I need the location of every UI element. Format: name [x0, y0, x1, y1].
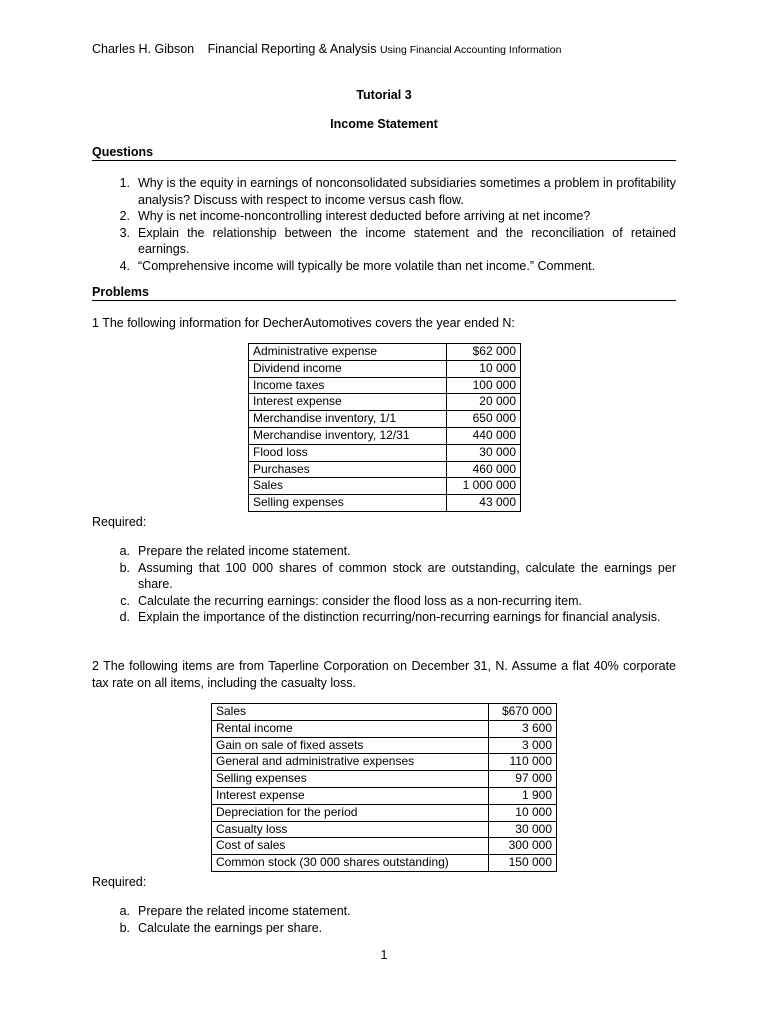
required-text: Prepare the related income statement.: [138, 544, 351, 558]
table-value: 1 000 000: [446, 478, 520, 495]
page-number: 1: [380, 948, 388, 962]
required-letter: b.: [119, 920, 130, 935]
table-label: Merchandise inventory, 1/1: [249, 411, 447, 428]
problems-heading: Problems: [92, 285, 676, 301]
table-label: Sales: [249, 478, 447, 495]
table-row: [212, 720, 557, 737]
table-value: 110 000: [489, 754, 557, 771]
required-text: Prepare the related income statement.: [138, 904, 351, 918]
table-row: [249, 495, 521, 512]
table-row: [249, 377, 521, 394]
table-label: Income taxes: [249, 377, 447, 394]
required-letter: d.: [119, 610, 130, 624]
required-text: Calculate the earnings per share.: [138, 920, 323, 935]
question-text: Why is net income-noncontrolling interest deducted before arriving at net income?: [138, 209, 591, 223]
required-item: [92, 543, 676, 560]
required-letter: c.: [120, 593, 130, 608]
problem1-table: [248, 343, 521, 512]
table-label: Purchases: [249, 461, 447, 478]
table-row: [212, 787, 557, 804]
header-book-title: Financial Reporting & Analysis: [207, 42, 377, 56]
table-value: 10 000: [489, 804, 557, 821]
table-label: Common stock (30 000 shares outstanding): [212, 855, 489, 872]
header-book-subtitle: Using Financial Accounting Information: [379, 44, 562, 56]
chapter-title: Income Statement: [330, 117, 438, 131]
table-row: [249, 394, 521, 411]
table-row: [249, 411, 521, 428]
table-label: Merchandise inventory, 12/31: [249, 427, 447, 444]
table-value: 3 000: [489, 737, 557, 754]
question-item: [92, 225, 676, 258]
questions-heading: Questions: [92, 145, 676, 161]
running-header: [92, 42, 561, 56]
table-value: $62 000: [446, 344, 520, 361]
question-item: [92, 208, 676, 225]
problem1-required-label: Required:: [92, 515, 147, 529]
table-value: 20 000: [446, 394, 520, 411]
required-text: Assuming that 100 000 shares of common stock are outstanding, calculate the earnings per share.: [138, 560, 676, 591]
table-value: $670 000: [489, 704, 557, 721]
table-label: Administrative expense: [249, 344, 447, 361]
table-row: [249, 427, 521, 444]
problem2-intro: 2 The following items are from Taperline Corporation on December 31, N. Assume a flat 40% corporate tax rate on all items, including the casualty loss.: [92, 659, 676, 690]
question-text: “Comprehensive income will typically be more volatile than net income.” Comment.: [138, 258, 596, 273]
header-author: Charles H. Gibson: [92, 42, 195, 56]
table-label: Casualty loss: [212, 821, 489, 838]
required-letter: a.: [119, 544, 130, 558]
table-label: Interest expense: [249, 394, 447, 411]
table-value: 150 000: [489, 855, 557, 872]
table-value: 30 000: [489, 821, 557, 838]
required-letter: a.: [119, 904, 130, 918]
problem2-table: [211, 703, 557, 872]
questions-list: [92, 175, 676, 274]
table-label: Flood loss: [249, 444, 447, 461]
table-row: [212, 704, 557, 721]
problem1-required-list: [92, 543, 676, 626]
table-row: [249, 344, 521, 361]
table-value: 3 600: [489, 720, 557, 737]
table-row: [212, 737, 557, 754]
table-label: General and administrative expenses: [212, 754, 489, 771]
table-label: Dividend income: [249, 360, 447, 377]
table-row: [249, 478, 521, 495]
required-text: Calculate the recurring earnings: consider the flood loss as a non-recurring item.: [138, 593, 582, 608]
table-row: [212, 821, 557, 838]
problem2-required-list: [92, 903, 676, 936]
table-value: 1 900: [489, 787, 557, 804]
table-value: 100 000: [446, 377, 520, 394]
table-row: [249, 461, 521, 478]
table-value: 30 000: [446, 444, 520, 461]
required-item: [92, 903, 676, 920]
required-letter: b.: [119, 560, 130, 575]
table-value: 650 000: [446, 411, 520, 428]
question-number: 1.: [119, 176, 130, 190]
required-item: [92, 560, 676, 593]
table-value: 440 000: [446, 427, 520, 444]
table-value: 43 000: [446, 495, 520, 512]
tutorial-title: Tutorial 3: [356, 88, 412, 102]
table-row: [212, 838, 557, 855]
required-item: [92, 609, 676, 626]
table-value: 10 000: [446, 360, 520, 377]
table-label: Interest expense: [212, 787, 489, 804]
required-item: [92, 593, 676, 610]
required-item: [92, 920, 676, 937]
question-number: 3.: [119, 225, 130, 240]
table-row: [212, 804, 557, 821]
table-row: [212, 855, 557, 872]
table-row: [212, 771, 557, 788]
table-row: [249, 360, 521, 377]
table-label: Selling expenses: [249, 495, 447, 512]
table-row: [212, 754, 557, 771]
table-value: 300 000: [489, 838, 557, 855]
table-label: Gain on sale of fixed assets: [212, 737, 489, 754]
question-text: Why is the equity in earnings of nonconsolidated subsidiaries sometimes a problem in profitability analysis? Discuss with respect to income versus cash flow.: [138, 176, 676, 207]
required-text: Explain the importance of the distinction recurring/non-recurring earnings for financial analysis.: [138, 610, 661, 624]
problem2-required-label: Required:: [92, 875, 147, 889]
table-row: [249, 444, 521, 461]
question-item: [92, 175, 676, 208]
question-number: 4.: [119, 258, 130, 273]
question-text: Explain the relationship between the income statement and the reconciliation of retained earnings.: [138, 225, 676, 256]
table-value: 97 000: [489, 771, 557, 788]
problem1-intro: 1 The following information for DecherAutomotives covers the year ended N:: [92, 316, 515, 330]
question-number: 2.: [119, 209, 130, 223]
table-value: 460 000: [446, 461, 520, 478]
table-label: Depreciation for the period: [212, 804, 489, 821]
table-label: Sales: [212, 704, 489, 721]
table-label: Selling expenses: [212, 771, 489, 788]
question-item: [92, 258, 676, 275]
table-label: Rental income: [212, 720, 489, 737]
table-label: Cost of sales: [212, 838, 489, 855]
